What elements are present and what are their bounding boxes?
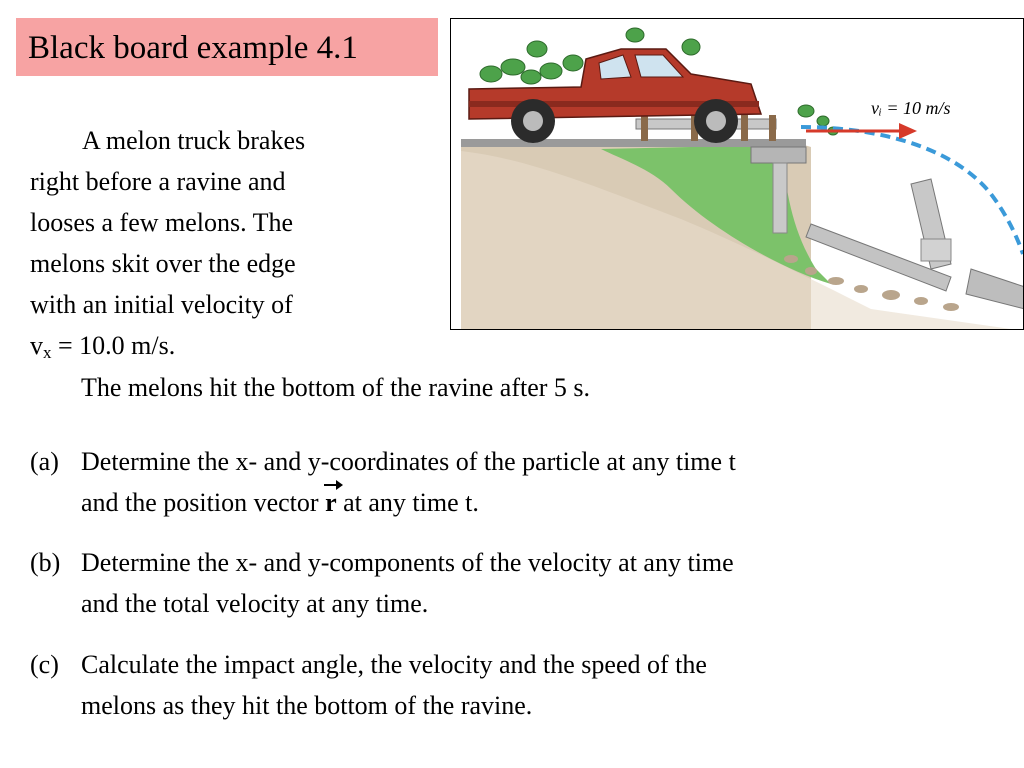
bridge-wreckage [806, 179, 1024, 309]
bridge-deck [751, 147, 806, 163]
question-text [81, 441, 1010, 523]
question-b [30, 542, 1010, 624]
position-vector-symbol: r [325, 482, 337, 523]
problem-line: with an initial velocity of [30, 290, 293, 319]
problem-line-text: A melon truck brakes [82, 126, 306, 155]
question-line-part: at any time t. [336, 488, 479, 517]
question-line [81, 482, 1010, 523]
question-line: Calculate the impact angle, the velocity and the speed of the [81, 650, 707, 679]
question-label: (c) [30, 650, 59, 679]
bridge-pillar [773, 163, 787, 233]
question-a [30, 441, 1010, 523]
problem-line-velocity [30, 325, 390, 366]
velocity-symbol: v [30, 331, 43, 360]
question-line-part: and the position vector [81, 488, 326, 517]
question-label: (b) [30, 548, 61, 577]
question-label: (a) [30, 447, 59, 476]
question-line: Determine the x- and y-coordinates of the particle at any time t [81, 447, 736, 476]
road-edge [461, 139, 806, 147]
velocity-value: = 10.0 m/s. [51, 331, 176, 360]
velocity-subscript: x [43, 343, 52, 362]
velocity-arrow-head [899, 123, 917, 139]
problem-line [30, 120, 390, 161]
problem-statement [30, 120, 390, 366]
question-text [81, 644, 1010, 726]
truck-ravine-illustration [451, 19, 1024, 330]
velocity-label: vᵢ = 10 m/s [871, 98, 951, 118]
slide-title-text: Black board example 4.1 [28, 30, 358, 66]
question-line: and the total velocity at any time. [81, 589, 429, 618]
slide-title [16, 18, 438, 76]
truck-ravine-figure [450, 18, 1024, 330]
hit-statement: The melons hit the bottom of the ravine after 5 s. [81, 373, 591, 402]
question-text [81, 542, 1010, 624]
problem-line: looses a few melons. The [30, 208, 294, 237]
question-line: Determine the x- and y-components of the velocity at any time [81, 548, 734, 577]
problem-line: right before a ravine and [30, 167, 286, 196]
question-c [30, 644, 1010, 726]
problem-line: melons skit over the edge [30, 249, 296, 278]
question-line: melons as they hit the bottom of the ravine. [81, 691, 533, 720]
